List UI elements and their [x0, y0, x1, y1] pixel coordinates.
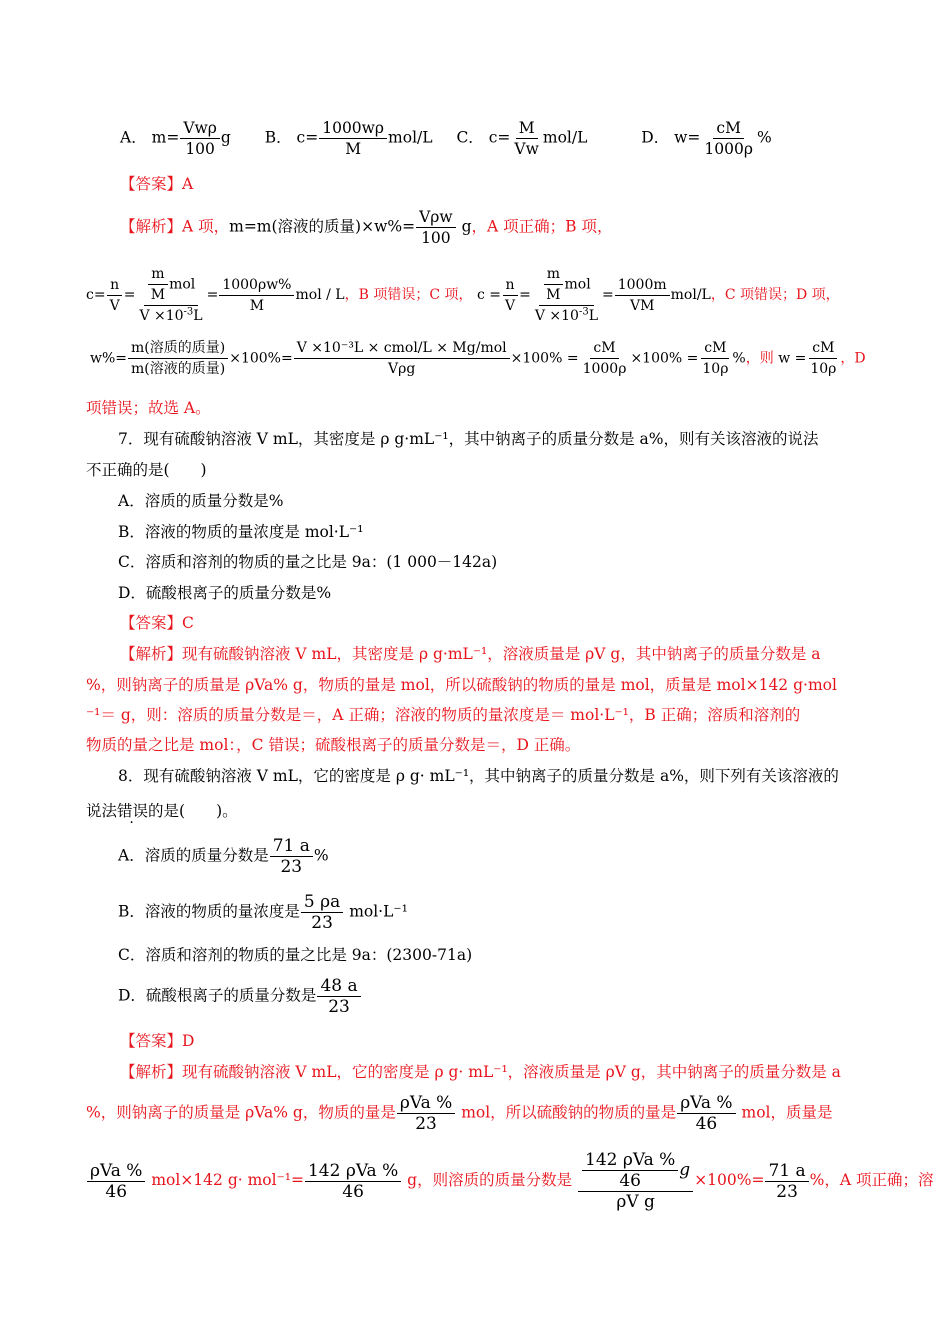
q8-explanation-line3: $\frac{\text{ρVa \%}}{46}$ mol×142 g· mol⁻¹= $\frac{\text{142 ρVa \%}}{46}$ g，则溶质的质量分数是 $\frac{\text{142 ρVa \%}}{46}$ g ρV g ×100%= $\frac{71 a}{23}$ %，A 项正确；溶: [86, 1150, 934, 1212]
q6-explanation-line3: w%= $\frac{\text{m(溶质的质量)}}{\text{m(溶液的质量)}}$ ×100%= $\frac{\text{V ×10⁻³L × cmol/L × Mg/mol}}{\text{Vρg}}$ ×100% = $\frac{cM}{1000\rho}$ ×100% = $\frac{cM}{10\rho}$ %，则 w = $\frac{cM}{10\rho}$ ，D: [90, 340, 866, 377]
q7-stem-line1: 7．现有硫酸钠溶液 V mL，其密度是 ρ g·mL⁻¹，其中钠离子的质量分数是 a%，则有关该溶液的说法: [118, 430, 819, 448]
option-c-fraction: $\frac{M}{Vw}$: [514, 119, 539, 158]
q7-stem-line2: 不正确的是( ): [86, 461, 207, 479]
option-c-lhs: c=: [488, 128, 511, 147]
q7-explanation-line2: %，则钠离子的质量是 ρVa% g，物质的量是 mol，所以硫酸钠的物质的量是 mol，质量是 mol×142 g·mol: [86, 676, 837, 694]
q8-option-c: C．溶质和溶剂的物质的量之比是 9a：(2300-71a): [118, 946, 473, 964]
option-c-label: C．: [456, 128, 484, 147]
q7-option-b: B．溶液的物质的量浓度是 mol·L⁻¹: [118, 523, 364, 541]
q6-answer: 【答案】A: [120, 175, 194, 193]
q8-answer: 【答案】D: [120, 1032, 195, 1050]
nested-fraction: $\frac{\text{142 ρVa \%}}{46}$ g ρV g: [578, 1150, 693, 1212]
q7-option-a: A．溶质的质量分数是%: [118, 492, 284, 510]
option-a-unit: g: [220, 128, 231, 147]
q7-option-c: C．溶质和溶剂的物质的量之比是 9a：(1 000－142a): [118, 553, 498, 571]
option-c-unit: mol/L: [542, 128, 588, 147]
q6-explanation-line4: 项错误；故选 A。: [86, 399, 211, 417]
q7-explanation-line1: 【解析】现有硫酸钠溶液 V mL，其密度是 ρ g·mL⁻¹，溶液质量是 ρV g，其中钠离子的质量分数是 a: [120, 645, 821, 663]
q6-options: [120, 118, 772, 159]
q8-stem-line2: 说法错误的是( )。: [86, 802, 238, 820]
option-a-lhs: m=: [151, 128, 180, 147]
q7-option-d: D．硫酸根离子的质量分数是%: [118, 584, 332, 602]
option-d-unit: %: [756, 128, 772, 147]
emphasis-dots: 错误: [117, 802, 149, 820]
option-d-lhs: w=: [674, 128, 701, 147]
option-b-lhs: c=: [296, 128, 319, 147]
option-b-fraction: $\frac{1000w\rho}{M}$: [319, 118, 387, 159]
option-b-label: B．: [264, 128, 292, 147]
q7-answer: 【答案】C: [120, 614, 194, 632]
q8-explanation-line2: %，则钠离子的质量是 ρVa% g，物质的量是 $\frac{\text{ρVa \%}}{23}$ mol，所以硫酸钠的物质的量是 $\frac{\text{ρVa \%}}{46}$ mol，质量是: [86, 1093, 833, 1134]
q6-explanation-line2: c= $\frac{n}{V}$ = $\frac{m}{M}$ mol $V \times 10^{-3}L$ = $\frac{1000\rho w\%}{M}$ mol / L，B 项错误；C 项， c = $\frac{n}{V}$ = $\frac{m}{M}$ mol $V \times 10^{-3}L$ = $\frac{1000m}{VM}$ mol/L，C 项错误；D 项，: [86, 266, 840, 324]
option-a-fraction: $\frac{\text{Vwρ}}{100}$: [180, 118, 220, 159]
q8-option-d: D．硫酸根离子的质量分数是 $\frac{48 a}{23}$: [118, 976, 362, 1017]
option-b-unit: mol/L: [388, 128, 433, 147]
q8-explanation-line1: 【解析】现有硫酸钠溶液 V mL，它的密度是 ρ g· mL⁻¹，溶液质量是 ρV g，其中钠离子的质量分数是 a: [120, 1063, 841, 1081]
option-d-fraction: $\frac{cM}{1000\rho}$: [704, 119, 753, 158]
q7-explanation-line3: ⁻¹＝ g，则：溶质的质量分数是＝，A 正确；溶液的物质的量浓度是＝ mol·L⁻¹，B 正确；溶质和溶剂的: [86, 706, 801, 724]
q8-option-b: B．溶液的物质的量浓度是 $\frac{5 \rho a}{23}$ mol·L⁻¹: [118, 892, 408, 933]
q7-explanation-line4: 物质的量之比是 mol：，C 错误；硫酸根离子的质量分数是＝，D 正确。: [86, 736, 581, 754]
q8-option-a: A．溶质的质量分数是 $\frac{71 a}{23}$ %: [118, 836, 329, 877]
option-a-label: A．: [120, 128, 147, 147]
q6-explanation-line1: 【解析】A 项，m=m(溶液的质量)×w%= $\frac{\text{Vρw}}{100}$ g，A 项正确；B 项，: [120, 208, 613, 247]
q8-stem-line1: 8．现有硫酸钠溶液 V mL，它的密度是 ρ g· mL⁻¹，其中钠离子的质量分数是 a%，则下列有关该溶液的: [118, 767, 839, 785]
option-d-label: D．: [641, 128, 670, 147]
